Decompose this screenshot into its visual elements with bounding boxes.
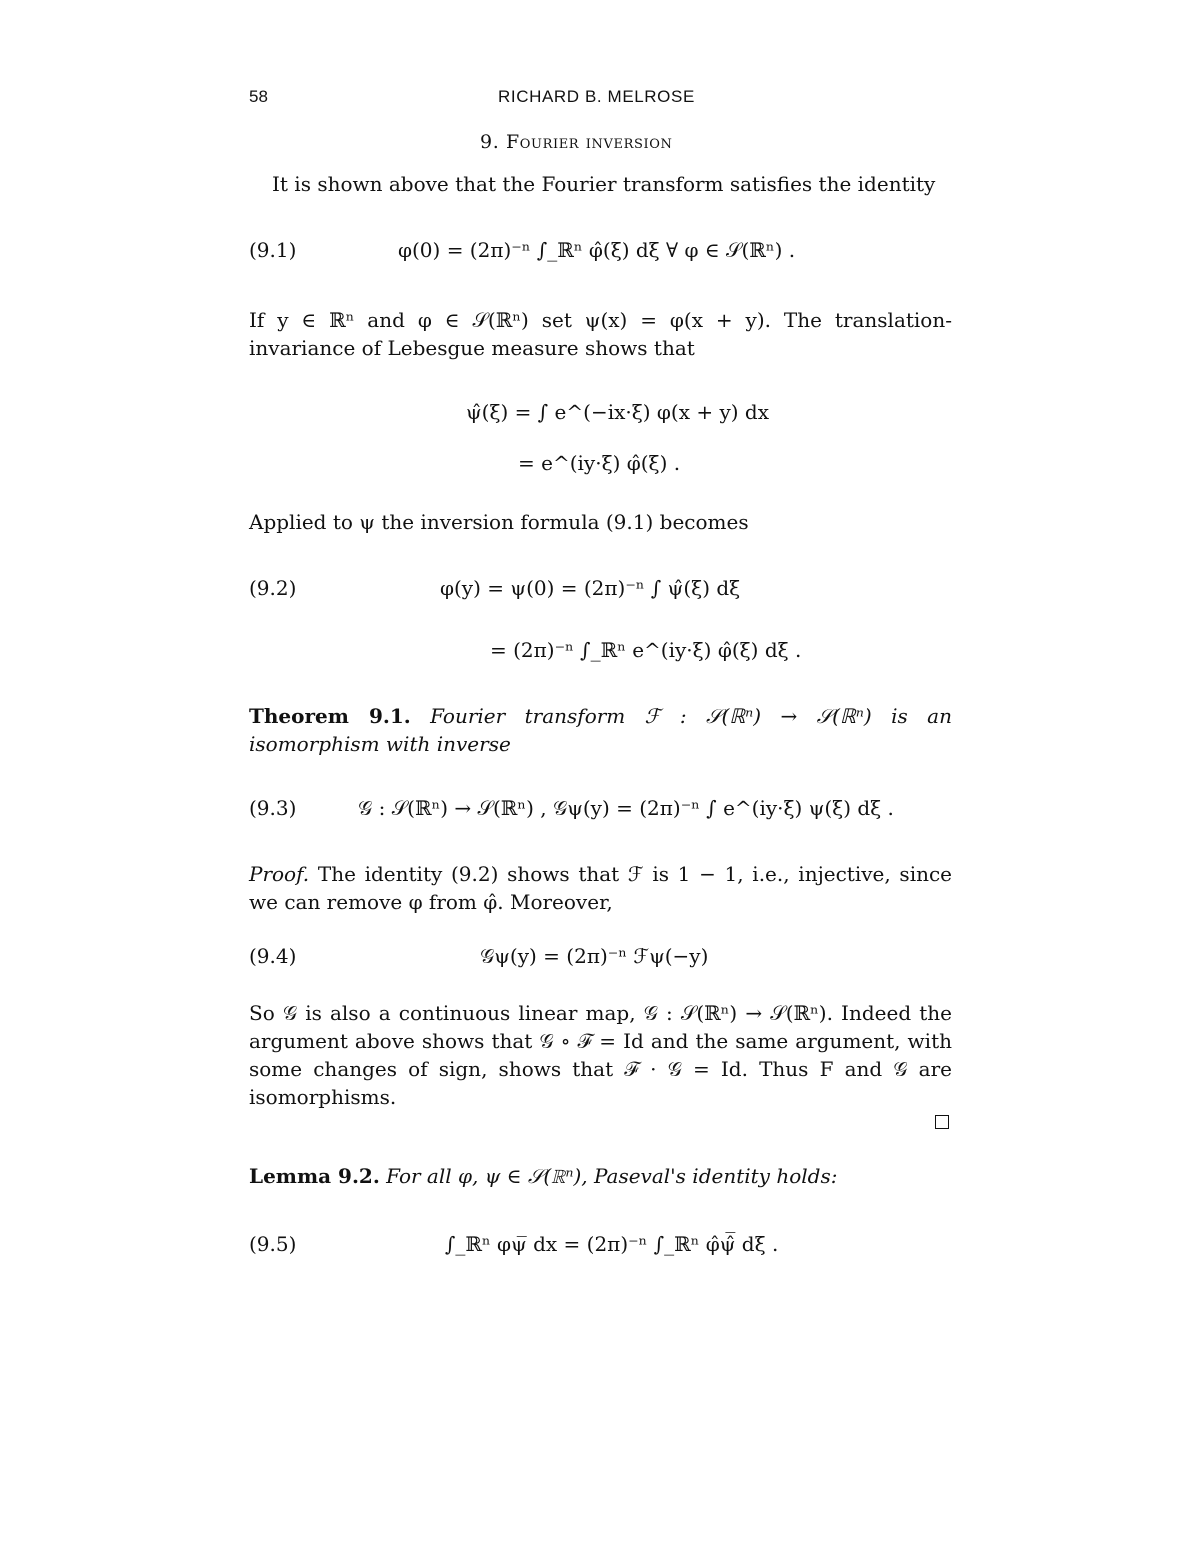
qed-square-icon — [935, 1115, 949, 1129]
proof-label: Proof. — [249, 862, 310, 886]
equation-9-1: φ(0) = (2π)⁻ⁿ ∫_ℝⁿ φ̂(ξ) dξ ∀ φ ∈ 𝒮(ℝⁿ) . — [398, 238, 796, 262]
equation-9-3: 𝒢 : 𝒮(ℝⁿ) → 𝒮(ℝⁿ) , 𝒢ψ(y) = (2π)⁻ⁿ ∫ e^(iy·ξ) ψ(ξ) dξ . — [358, 796, 894, 820]
equation-number: (9.4) — [249, 944, 297, 968]
translation-paragraph: If y ∈ ℝⁿ and φ ∈ 𝒮(ℝⁿ) set ψ(x) = φ(x + y). The translation-invariance of Lebesgue measure shows that — [249, 308, 952, 360]
conclusion-paragraph: So 𝒢 is also a continuous linear map, 𝒢 : 𝒮(ℝⁿ) → 𝒮(ℝⁿ). Indeed the argument above shows that 𝒢 ∘ ℱ = Id and the same argument, with some changes of sign, shows that ℱ · 𝒢 = Id. Thus F and 𝒢 are isomorphisms. — [249, 1001, 952, 1109]
equation-number: (9.2) — [249, 576, 297, 600]
equation-9-4: 𝒢ψ(y) = (2π)⁻ⁿ ℱψ(−y) — [480, 944, 709, 968]
theorem-9-1 — [249, 702, 952, 758]
equation-number: (9.3) — [249, 796, 297, 820]
proof-text: The identity (9.2) shows that ℱ is 1 − 1, i.e., injective, since we can remove φ from φ̂. Moreover, — [249, 862, 953, 914]
equation-9-2-line-2: = (2π)⁻ⁿ ∫_ℝⁿ e^(iy·ξ) φ̂(ξ) dξ . — [490, 638, 802, 662]
lemma-label: Lemma 9.2. — [249, 1164, 380, 1188]
running-head: RICHARD B. MELROSE — [498, 87, 695, 106]
lemma-statement: For all φ, ψ ∈ 𝒮(ℝⁿ), Paseval's identity holds: — [386, 1164, 838, 1188]
translation-equation-line-1: ψ̂(ξ) = ∫ e^(−ix·ξ) φ(x + y) dx — [466, 400, 770, 424]
equation-number: (9.1) — [249, 238, 297, 262]
translation-equation-line-2: = e^(iy·ξ) φ̂(ξ) . — [518, 451, 681, 475]
section-title: 9. Fourier inversion — [480, 131, 673, 153]
proof-paragraph — [249, 860, 952, 916]
equation-number: (9.5) — [249, 1232, 297, 1256]
equation-9-2-line-1: φ(y) = ψ(0) = (2π)⁻ⁿ ∫ ψ̂(ξ) dξ — [440, 576, 741, 600]
intro-line: It is shown above that the Fourier transform satisfies the identity — [272, 172, 936, 196]
page-number: 58 — [249, 87, 268, 106]
equation-9-5: ∫_ℝⁿ φψ̅ dx = (2π)⁻ⁿ ∫_ℝⁿ φ̂ψ̂̅ dξ . — [445, 1232, 779, 1256]
theorem-label: Theorem 9.1. — [249, 704, 411, 728]
applied-paragraph: Applied to ψ the inversion formula (9.1) becomes — [249, 510, 749, 534]
lemma-9-2 — [249, 1162, 952, 1190]
theorem-statement: Fourier transform ℱ : 𝒮(ℝⁿ) → 𝒮(ℝⁿ) is an isomorphism with inverse — [249, 704, 952, 756]
